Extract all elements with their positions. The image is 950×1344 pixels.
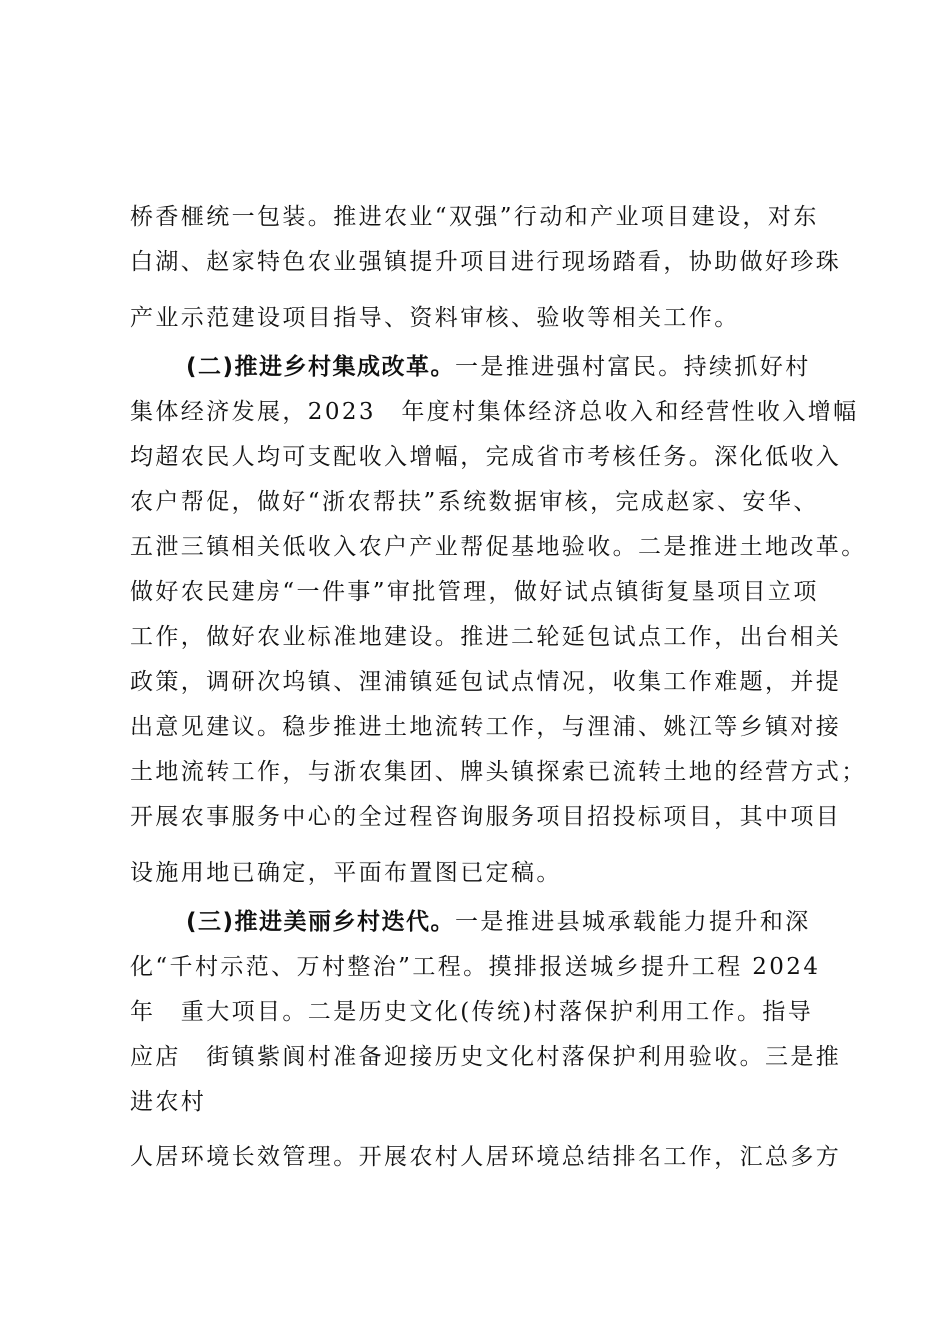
paragraph-line: 土地流转工作，与浙农集团、牌头镇探索已流转土地的经营方式； — [130, 759, 867, 785]
section-two-first-line — [186, 352, 811, 382]
paragraph-line: 化“千村示范、万村整治”工程。摸排报送城乡提升工程 2024 — [130, 954, 821, 980]
paragraph-line: 做好农民建房“一件事”审批管理，做好试点镇街复垦项目立项 — [130, 579, 819, 605]
section-heading: (二)推进乡村集成改革。 — [186, 354, 456, 380]
paragraph-line: 产业示范建设项目指导、资料审核、验收等相关工作。 — [130, 305, 740, 331]
paragraph-text: 一是推进强村富民。持续抓好村 — [455, 354, 811, 380]
section-heading: (三)推进美丽乡村迭代。 — [186, 909, 456, 935]
paragraph-line: 集体经济发展，2023 年度村集体经济总收入和经营性收入增幅 — [130, 399, 859, 425]
paragraph-line: 桥香榧统一包装。推进农业“双强”行动和产业项目建设，对东 — [130, 204, 819, 230]
paragraph-line: 政策，调研次坞镇、浬浦镇延包试点情况，收集工作难题，并提 — [130, 669, 842, 695]
paragraph-line: 开展农事服务中心的全过程咨询服务项目招投标项目，其中项目 — [130, 804, 842, 830]
paragraph-line: 白湖、赵家特色农业强镇提升项目进行现场踏看，协助做好珍珠 — [130, 249, 842, 275]
paragraph-line: 应店 街镇紫阆村准备迎接历史文化村落保护利用验收。三是推 — [130, 1044, 842, 1070]
paragraph-line: 人居环境长效管理。开展农村人居环境总结排名工作，汇总多方 — [130, 1144, 842, 1170]
paragraph-line: 年 重大项目。二是历史文化(传统)村落保护利用工作。指导 — [130, 999, 814, 1025]
paragraph-line: 进农村 — [130, 1089, 207, 1115]
paragraph-text: 一是推进县城承载能力提升和深 — [455, 909, 811, 935]
paragraph-line: 设施用地已确定，平面布置图已定稿。 — [130, 860, 562, 886]
paragraph-line: 出意见建议。稳步推进土地流转工作，与浬浦、姚江等乡镇对接 — [130, 714, 842, 740]
paragraph-line: 农户帮促，做好“浙农帮扶”系统数据审核，完成赵家、安华、 — [130, 489, 819, 515]
section-three-first-line — [186, 907, 811, 937]
paragraph-line: 五泄三镇相关低收入农户产业帮促基地验收。二是推进土地改革。 — [130, 534, 867, 560]
paragraph-line: 工作，做好农业标准地建设。推进二轮延包试点工作，出台相关 — [130, 624, 842, 650]
paragraph-line: 均超农民人均可支配收入增幅，完成省市考核任务。深化低收入 — [130, 444, 842, 470]
